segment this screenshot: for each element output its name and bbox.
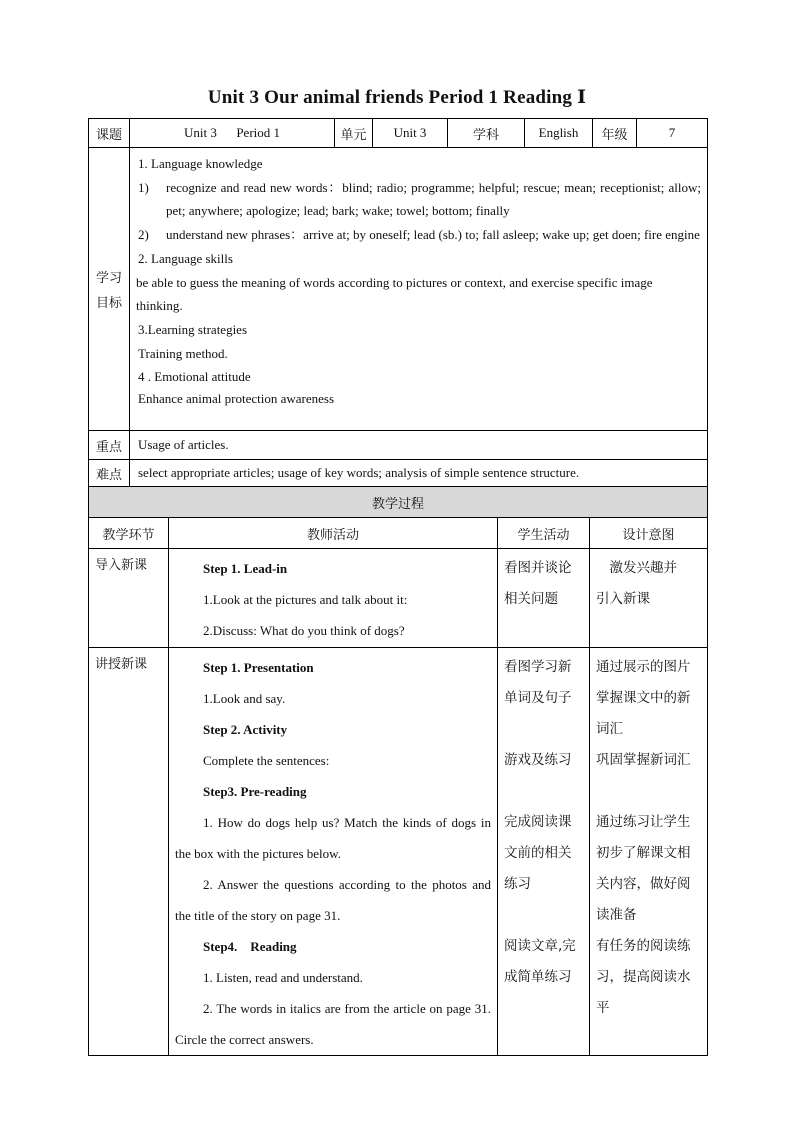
intro-row xyxy=(89,549,708,648)
text-line: 单词及句子 xyxy=(504,690,572,706)
step-title: Step 1. Presentation xyxy=(203,660,314,675)
text-line: 初步了解课文相 xyxy=(596,845,691,861)
intro-student-activity xyxy=(498,549,590,648)
step-title: Step4. Reading xyxy=(203,939,297,954)
info-row xyxy=(89,119,708,148)
objective-item-words xyxy=(138,176,701,223)
step-line: 1. How do dogs help us? Match the kinds of dogs in the box with the pictures below. xyxy=(175,815,491,861)
item-text: understand new phrases：arrive at; by oneself; lead (sb.) to; fall asleep; wake up; get doen; fire engine xyxy=(166,227,700,243)
text-line: 通过展示的图片 xyxy=(596,659,691,675)
step-line: 2.Discuss: What do you think of dogs? xyxy=(203,623,405,638)
text-line: 引入新课 xyxy=(596,591,650,607)
text-line: 练习 xyxy=(504,876,531,892)
page-title: Unit 3 Our animal friends Period 1 Reading Ⅰ xyxy=(207,87,587,108)
text-line: 读准备 xyxy=(596,907,637,923)
text-line: 游戏及练习 xyxy=(504,752,572,768)
intro-stage: 导入新课 xyxy=(89,549,169,648)
text-line: 巩固掌握新词汇 xyxy=(596,752,691,768)
difficulty-label: 难点 xyxy=(89,460,130,487)
key-point-row xyxy=(89,431,708,460)
step-title: Step 1. Lead-in xyxy=(203,561,288,576)
objectives-label-line1: 学习 xyxy=(95,271,122,286)
teach-teacher-activity xyxy=(169,648,498,1056)
text-line: 关内容，做好阅 xyxy=(596,876,691,892)
unit-label: 单元 xyxy=(335,119,373,148)
text-line: 完成阅读课 xyxy=(504,814,572,830)
text-line: 文前的相关 xyxy=(504,845,572,861)
intro-design-intent xyxy=(590,549,708,648)
objectives-heading-strategies: 3.Learning strategies xyxy=(138,321,248,337)
objectives-skills-text: be able to guess the meaning of words according to pictures or context, and exercise specific image thinking. xyxy=(136,274,653,314)
objectives-row xyxy=(89,148,708,431)
column-header-student: 学生活动 xyxy=(498,518,590,549)
objectives-heading-attitude: 4 . Emotional attitude xyxy=(138,369,251,385)
process-heading-row xyxy=(89,487,708,518)
text-line: 成简单练习 xyxy=(504,969,572,985)
intro-teacher-activity xyxy=(169,549,498,648)
step-title: Step3. Pre-reading xyxy=(203,784,307,799)
step-line: 1.Look and say. xyxy=(203,691,286,706)
teach-stage: 讲授新课 xyxy=(89,648,169,1056)
objective-item-phrases xyxy=(138,223,701,247)
objectives-label xyxy=(89,148,130,431)
key-point-text: Usage of articles. xyxy=(130,431,708,460)
text-line: 相关问题 xyxy=(504,591,558,607)
course-label: 课题 xyxy=(89,119,130,148)
text-line: 习，提高阅读水 xyxy=(596,969,691,985)
process-header-row xyxy=(89,518,708,549)
text-line: 平 xyxy=(596,1000,610,1016)
course-value: Unit 3 Period 1 xyxy=(130,119,335,148)
teach-design-intent xyxy=(590,648,708,1056)
objectives-attitude-text: Enhance animal protection awareness xyxy=(138,391,334,407)
item-text: recognize and read new words：blind; radio; programme; helpful; rescue; mean; receptionist; allow; pet; anywhere; apologize; lead; bark; wake; towel; bottom; finally xyxy=(166,179,701,219)
lesson-info-table xyxy=(88,118,708,487)
teaching-process-table xyxy=(88,486,708,1056)
item-number: 1) xyxy=(138,179,149,195)
spacer xyxy=(504,714,583,745)
text-line: 阅读文章,完 xyxy=(504,938,576,954)
teach-row xyxy=(89,648,708,1056)
difficulty-text: select appropriate articles; usage of key words; analysis of simple sentence structure. xyxy=(130,460,708,487)
text-line: 有任务的阅读练 xyxy=(596,938,691,954)
subject-value: English xyxy=(525,119,593,148)
objectives-label-line2: 目标 xyxy=(95,296,122,311)
column-header-intent: 设计意图 xyxy=(590,518,708,549)
teach-student-activity xyxy=(498,648,590,1056)
text-line: 看图并谈论 xyxy=(504,560,572,576)
unit-value: Unit 3 xyxy=(373,119,448,148)
objectives-heading-skills: 2. Language skills xyxy=(138,250,233,266)
process-heading: 教学过程 xyxy=(89,487,708,518)
subject-label: 学科 xyxy=(448,119,525,148)
spacer xyxy=(596,776,701,807)
text-line: 看图学习新 xyxy=(504,659,572,675)
objectives-strategies-text: Training method. xyxy=(138,345,228,361)
step-line: 1. Listen, read and understand. xyxy=(203,970,363,985)
grade-value: 7 xyxy=(637,119,708,148)
step-line: 2. Answer the questions according to the photos and the title of the story on page 31. xyxy=(175,877,491,923)
text-line: 掌握课文中的新 xyxy=(596,690,691,706)
grade-label: 年级 xyxy=(593,119,637,148)
text-line: 词汇 xyxy=(596,721,623,737)
item-number: 2) xyxy=(138,227,149,243)
column-header-teacher: 教师活动 xyxy=(169,518,498,549)
text-line: 通过练习让学生 xyxy=(596,814,691,830)
step-line: Complete the sentences: xyxy=(203,753,330,768)
objectives-content xyxy=(130,148,708,431)
key-point-label: 重点 xyxy=(89,431,130,460)
spacer xyxy=(504,900,583,931)
text-line: 激发兴趣并 xyxy=(596,560,677,576)
step-line: 1.Look at the pictures and talk about it: xyxy=(203,592,408,607)
objectives-heading-knowledge: 1. Language knowledge xyxy=(138,156,263,171)
spacer xyxy=(504,776,583,807)
step-line: 2. The words in italics are from the article on page 31. Circle the correct answers. xyxy=(175,1001,491,1047)
step-title: Step 2. Activity xyxy=(203,722,288,737)
difficulty-row xyxy=(89,460,708,487)
column-header-stage: 教学环节 xyxy=(89,518,169,549)
